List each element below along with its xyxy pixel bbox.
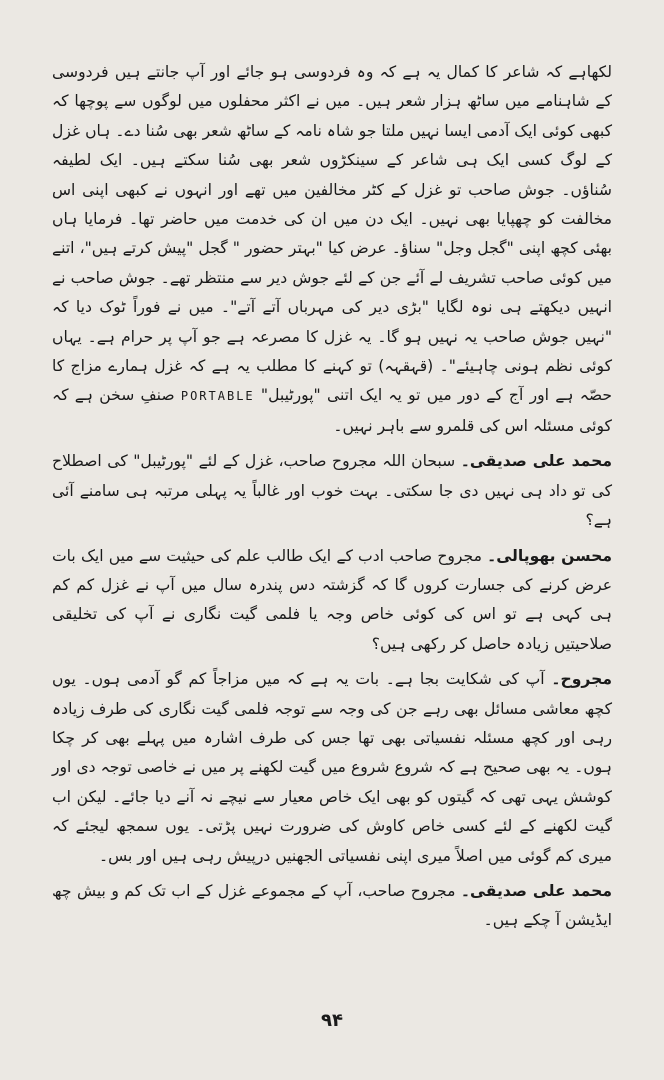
paragraph-text: مجروح صاحب ادب کے ایک طالب علم کی حیثیت سے میں ایک بات عرض کرنے کی جسارت کروں گا کہ گزشتہ دس پندرہ سال میں آپ نے غزل کم کم ہی کہی ہے تو اس کی کوئی خاص وجہ یا فلمی گیت نگاری نے آپ کی تخلیقی صلاحیتیں زیادہ حاصل کر رکھی ہیں؟	[52, 546, 612, 653]
paragraph-text: آپ کی شکایت بجا ہے۔ بات یہ ہے کہ میں مزاجاً کم گو آدمی ہوں۔ یوں کچھ معاشی مسائل بھی رہے جن کی وجہ سے توجہ فلمی گیت نگاری کی طرف زیادہ رہی اور کچھ مسئلہ نفسیاتی بھی تھا جس کی طرف اشارہ میں پہلے بھی کر چکا ہوں۔ یہ بھی صحیح ہے کہ شروع شروع میں گیت لکھنے پر میں نے خاصی توجہ دی اور کوشش یہی تھی کہ گیتوں کو بھی ایک خاص معیار سے نیچے نہ آنے دیا جائے۔ لیکن اب گیت لکھنے کے لئے کسی خاص کاوش کی ضرورت نہیں پڑتی۔ یوں سمجھ لیجئے کہ میری کم گوئی میں اصلاً میری اپنی نفسیاتی الجھنیں درپیش رہی ہیں اور بس۔	[52, 670, 612, 865]
paragraph-5	[52, 877, 612, 936]
paragraph-text: سبحان اللہ مجروح صاحب، غزل کے لئے "پورٹیبل" کی اصطلاح کی تو داد ہی نہیں دی جا سکتی۔ بہت خوب اور غالباً یہ پہلی مرتبہ ہی سامنے آئی ہے؟	[52, 452, 612, 530]
page-number: ۹۴	[321, 1010, 343, 1031]
paragraph-3	[52, 542, 612, 660]
page-body-text	[52, 58, 612, 936]
speaker-name: مجروح۔	[551, 670, 612, 689]
speaker-name: محمد علی صدیقی۔	[460, 881, 612, 900]
paragraph-text-continued: صنفِ سخن ہے کہ کوئی مسئلہ اس کی قلمرو سے باہر نہیں۔	[52, 386, 612, 435]
latin-word: PORTABLE	[180, 389, 255, 404]
paragraph-1	[52, 58, 612, 441]
paragraph-text: مجروح صاحب، آپ کے مجموعے غزل کے اب تک کم و بیش چھ ایڈیشن آ چکے ہیں۔	[52, 881, 612, 930]
paragraph-text: لکھاہے کہ شاعر کا کمال یہ ہے کہ وہ فردوسی ہو جائے اور آپ جانتے ہیں فردوسی کے شاہنامے میں ساٹھ ہزار شعر ہیں۔ میں نے اکثر محفلوں میں لوگوں سے پوچھا کہ کبھی کوئی ایک آدمی ایسا نہیں ملتا جو شاہ نامہ کے ساٹھ شعر بھی سُنا دے۔ ہاں غزل کے لوگ کسی ایک ہی شاعر کے سینکڑوں شعر بھی سُنا سکتے ہیں۔ ایک لطیفہ سُناؤں۔ جوش صاحب تو غزل کے کٹر مخالفین میں تھے اور انہوں نے کبھی اپنی اس مخالفت کو چھپایا بھی نہیں۔ ایک دن میں ان کی خدمت میں حاضر تھا۔ فرمایا ہاں بھئی کچھ اپنی "گجل وجل" سناؤ۔ عرض کیا "بہتر حضور " گجل "پیش کرتے ہیں"، اتنے میں کوئی صاحب تشریف لے آئے جن کے لئے جوش دیر سے منتظر تھے۔ جوش صاحب نے انہیں دیکھتے ہی نوہ لگایا "بڑی دیر کی مہرباں آتے آتے"۔ میں نے فوراً ٹوک دیا کہ "نہیں جوش صاحب یہ نہیں ہو گا۔ یہ غزل کا مصرعہ ہے جو آپ پر حرام ہے۔ یہاں کوئی نظم ہونی چاہیئے"۔ (قہقہہ) تو کہنے کا مطلب یہ ہے کہ غزل ہمارے مزاج کا حصّہ ہے اور آج کے دور میں تو یہ ایک اتنی "پورٹیبل"	[52, 63, 612, 405]
speaker-name: محسن بھوپالی۔	[487, 546, 612, 565]
paragraph-4	[52, 665, 612, 871]
paragraph-2	[52, 447, 612, 535]
speaker-name: محمد علی صدیقی۔	[460, 452, 612, 471]
